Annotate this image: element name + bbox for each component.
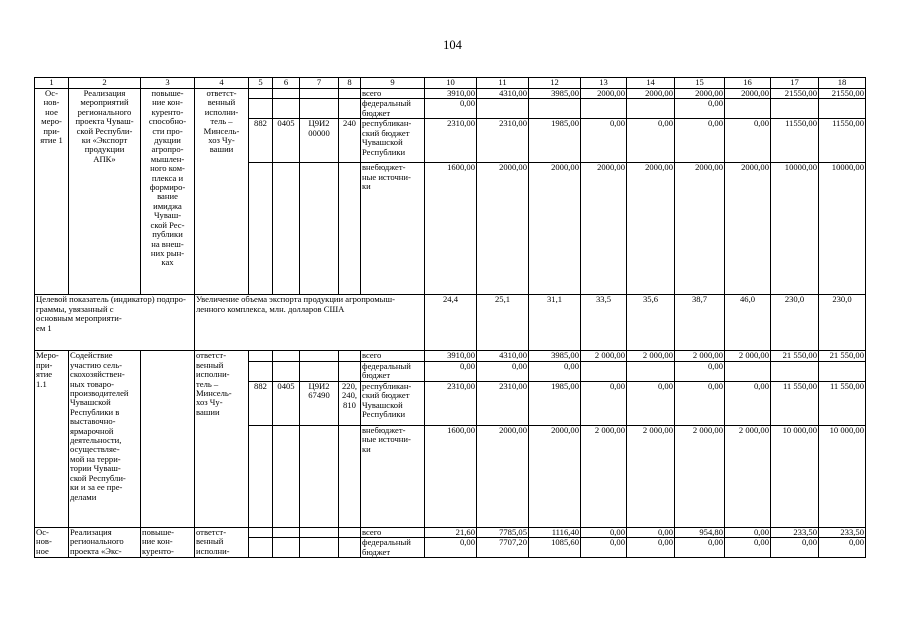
header-cell: 11: [477, 78, 529, 89]
funding-source-cell: республикан- ский бюджет Чувашской Республики: [361, 119, 425, 163]
code-cell: [300, 425, 339, 527]
header-cell: 8: [339, 78, 361, 89]
header-cell: 10: [425, 78, 477, 89]
budget-table: [34, 77, 866, 558]
value-cell: 0,00: [675, 99, 725, 119]
header-cell: 7: [300, 78, 339, 89]
value-cell: 21 550,00: [771, 351, 819, 361]
value-cell: 0,00: [627, 381, 675, 425]
value-cell: 0,00: [477, 361, 529, 381]
value-cell: 3985,00: [529, 89, 581, 99]
code-cell: [273, 99, 300, 119]
table-row: [35, 89, 866, 99]
value-cell: [771, 361, 819, 381]
value-cell: 11550,00: [819, 119, 866, 163]
value-cell: 2000,00: [529, 163, 581, 295]
code-cell: [273, 89, 300, 99]
value-cell: 2000,00: [675, 163, 725, 295]
header-cell: 14: [627, 78, 675, 89]
value-cell: 2 000,00: [627, 425, 675, 527]
header-cell: 15: [675, 78, 725, 89]
value-cell: 0,00: [581, 119, 627, 163]
code-cell: 882: [249, 381, 273, 425]
header-cell: 3: [141, 78, 195, 89]
header-cell: 18: [819, 78, 866, 89]
code-cell: [249, 163, 273, 295]
code-cell: [339, 89, 361, 99]
value-cell: 0,00: [581, 538, 627, 558]
header-cell: 5: [249, 78, 273, 89]
code-cell: [339, 351, 361, 361]
funding-source-cell: федеральный бюджет: [361, 538, 425, 558]
code-cell: [339, 361, 361, 381]
goal-cell: повыше- ние кон- куренто-: [141, 527, 195, 557]
funding-source-cell: федеральный бюджет: [361, 99, 425, 119]
value-cell: 2000,00: [477, 425, 529, 527]
code-cell: [249, 361, 273, 381]
value-cell: 3910,00: [425, 89, 477, 99]
value-cell: 0,00: [675, 538, 725, 558]
header-cell: 1: [35, 78, 69, 89]
value-cell: 0,00: [725, 119, 771, 163]
value-cell: 0,00: [771, 538, 819, 558]
value-cell: 233,50: [819, 527, 866, 537]
indicator-label-cell: Целевой показатель (индикатор) подпро- граммы, увязанный с основным мероприяти- ем 1: [35, 295, 195, 351]
value-cell: [725, 99, 771, 119]
value-cell: 0,00: [627, 527, 675, 537]
value-cell: 2 000,00: [627, 351, 675, 361]
value-cell: 7785,05: [477, 527, 529, 537]
value-cell: 2 000,00: [675, 425, 725, 527]
value-cell: 1600,00: [425, 163, 477, 295]
value-cell: 0,00: [627, 538, 675, 558]
value-cell: 1600,00: [425, 425, 477, 527]
event-type-cell: Меро- при- ятие 1.1: [35, 351, 69, 527]
value-cell: 2 000,00: [675, 351, 725, 361]
code-cell: [273, 361, 300, 381]
value-cell: 2000,00: [581, 163, 627, 295]
value-cell: 21 550,00: [819, 351, 866, 361]
value-cell: 1985,00: [529, 119, 581, 163]
funding-source-cell: внебюджет- ные источни- ки: [361, 425, 425, 527]
header-row: [35, 78, 866, 89]
goal-cell: повыше- ние кон- куренто- способно- сти про- дукции агропро- мышлен- ного ком- плекса и формиро- вание имиджа Чуваш- ской Рес- публики на внеш- них рын- ках: [141, 89, 195, 295]
value-cell: [725, 361, 771, 381]
code-cell: [339, 163, 361, 295]
funding-source-cell: всего: [361, 527, 425, 537]
indicator-description-cell: Увеличение объема экспорта продукции агропромыш- ленного комплекса, млн. долларов США: [195, 295, 425, 351]
value-cell: 0,00: [675, 381, 725, 425]
value-cell: [819, 361, 866, 381]
value-cell: 0,00: [725, 527, 771, 537]
value-cell: 38,7: [675, 295, 725, 351]
value-cell: 10000,00: [771, 163, 819, 295]
value-cell: 46,0: [725, 295, 771, 351]
code-cell: [300, 538, 339, 558]
value-cell: 10 000,00: [771, 425, 819, 527]
value-cell: 0,00: [725, 381, 771, 425]
code-cell: [249, 99, 273, 119]
funding-source-cell: внебюджет- ные источни- ки: [361, 163, 425, 295]
table-row: [35, 351, 866, 361]
value-cell: 2310,00: [425, 381, 477, 425]
value-cell: 233,50: [771, 527, 819, 537]
value-cell: 2310,00: [477, 381, 529, 425]
code-cell: [300, 99, 339, 119]
code-cell: [300, 89, 339, 99]
header-cell: 13: [581, 78, 627, 89]
value-cell: 11 550,00: [771, 381, 819, 425]
value-cell: 33,5: [581, 295, 627, 351]
code-cell: 0405: [273, 119, 300, 163]
value-cell: 10 000,00: [819, 425, 866, 527]
event-name-cell: Содействие участию сель- скохозяйствен- ных товаро- производителей Чувашской Республики в выставочно- ярмарочной деятельности, осуществляе- мой на терри- тории Чуваш- ской Республи- ки и за ее пре- делами: [69, 351, 141, 527]
header-cell: 4: [195, 78, 249, 89]
value-cell: [771, 99, 819, 119]
value-cell: 11 550,00: [819, 381, 866, 425]
value-cell: 954,80: [675, 527, 725, 537]
value-cell: 0,00: [425, 538, 477, 558]
code-cell: [300, 527, 339, 537]
code-cell: [300, 361, 339, 381]
value-cell: [529, 99, 581, 119]
code-cell: [300, 163, 339, 295]
indicator-row: [35, 295, 866, 351]
event-name-cell: Реализация мероприятий регионального проекта Чуваш- ской Республи- ки «Экспорт продукции АПК»: [69, 89, 141, 295]
value-cell: 21,60: [425, 527, 477, 537]
value-cell: 1116,40: [529, 527, 581, 537]
value-cell: 0,00: [529, 361, 581, 381]
value-cell: 2000,00: [627, 163, 675, 295]
code-cell: [249, 538, 273, 558]
funding-source-cell: федеральный бюджет: [361, 361, 425, 381]
value-cell: 0,00: [425, 361, 477, 381]
value-cell: 21550,00: [771, 89, 819, 99]
value-cell: 2310,00: [477, 119, 529, 163]
value-cell: 1085,60: [529, 538, 581, 558]
code-cell: [273, 527, 300, 537]
value-cell: [627, 99, 675, 119]
value-cell: 3910,00: [425, 351, 477, 361]
code-cell: 220, 240, 810: [339, 381, 361, 425]
value-cell: 2000,00: [477, 163, 529, 295]
code-cell: 0405: [273, 381, 300, 425]
value-cell: 0,00: [425, 99, 477, 119]
value-cell: [477, 99, 529, 119]
funding-source-cell: всего: [361, 351, 425, 361]
value-cell: 25,1: [477, 295, 529, 351]
header-cell: 16: [725, 78, 771, 89]
funding-source-cell: республикан- ский бюджет Чувашской Республики: [361, 381, 425, 425]
header-cell: 12: [529, 78, 581, 89]
value-cell: 24,4: [425, 295, 477, 351]
header-cell: 2: [69, 78, 141, 89]
code-cell: [273, 425, 300, 527]
value-cell: 2 000,00: [581, 425, 627, 527]
value-cell: 21550,00: [819, 89, 866, 99]
value-cell: 230,0: [771, 295, 819, 351]
code-cell: [339, 527, 361, 537]
event-name-cell: Реализация регионального проекта «Экс-: [69, 527, 141, 557]
table-row: [35, 527, 866, 537]
value-cell: 1985,00: [529, 381, 581, 425]
header-cell: 6: [273, 78, 300, 89]
code-cell: [249, 425, 273, 527]
value-cell: 2000,00: [627, 89, 675, 99]
value-cell: [819, 99, 866, 119]
goal-cell: [141, 351, 195, 527]
event-type-cell: Ос- нов- ное: [35, 527, 69, 557]
code-cell: [249, 89, 273, 99]
value-cell: 0,00: [581, 527, 627, 537]
value-cell: [581, 361, 627, 381]
value-cell: 35,6: [627, 295, 675, 351]
code-cell: [273, 351, 300, 361]
code-cell: Ц9И2 67490: [300, 381, 339, 425]
value-cell: 2310,00: [425, 119, 477, 163]
value-cell: 3985,00: [529, 351, 581, 361]
code-cell: [339, 99, 361, 119]
value-cell: [581, 99, 627, 119]
code-cell: 882: [249, 119, 273, 163]
value-cell: 11550,00: [771, 119, 819, 163]
value-cell: 2000,00: [581, 89, 627, 99]
value-cell: 2 000,00: [725, 351, 771, 361]
value-cell: 4310,00: [477, 89, 529, 99]
page-number: 104: [443, 38, 462, 52]
executor-cell: ответст- венный исполни-: [195, 527, 249, 557]
value-cell: 230,0: [819, 295, 866, 351]
header-cell: 9: [361, 78, 425, 89]
code-cell: [273, 538, 300, 558]
code-cell: [273, 163, 300, 295]
value-cell: 2 000,00: [725, 425, 771, 527]
value-cell: 0,00: [581, 381, 627, 425]
value-cell: 0,00: [675, 119, 725, 163]
value-cell: 10000,00: [819, 163, 866, 295]
code-cell: [339, 425, 361, 527]
value-cell: [627, 361, 675, 381]
value-cell: 2000,00: [725, 163, 771, 295]
executor-cell: ответст- венный исполни- тель – Минсель- хоз Чу- вашии: [195, 351, 249, 527]
code-cell: Ц9И2 00000: [300, 119, 339, 163]
value-cell: 2000,00: [725, 89, 771, 99]
code-cell: [249, 527, 273, 537]
event-type-cell: Ос- нов- ное меро- при- ятие 1: [35, 89, 69, 295]
code-cell: [300, 351, 339, 361]
value-cell: 0,00: [725, 538, 771, 558]
value-cell: 7707,20: [477, 538, 529, 558]
executor-cell: ответст- венный исполни- тель – Минсель- хоз Чу- вашии: [195, 89, 249, 295]
code-cell: 240: [339, 119, 361, 163]
code-cell: [249, 351, 273, 361]
value-cell: 2 000,00: [581, 351, 627, 361]
value-cell: 31,1: [529, 295, 581, 351]
value-cell: 0,00: [627, 119, 675, 163]
header-cell: 17: [771, 78, 819, 89]
funding-source-cell: всего: [361, 89, 425, 99]
value-cell: 4310,00: [477, 351, 529, 361]
value-cell: 2000,00: [529, 425, 581, 527]
value-cell: 2000,00: [675, 89, 725, 99]
value-cell: 0,00: [675, 361, 725, 381]
code-cell: [339, 538, 361, 558]
value-cell: 0,00: [819, 538, 866, 558]
